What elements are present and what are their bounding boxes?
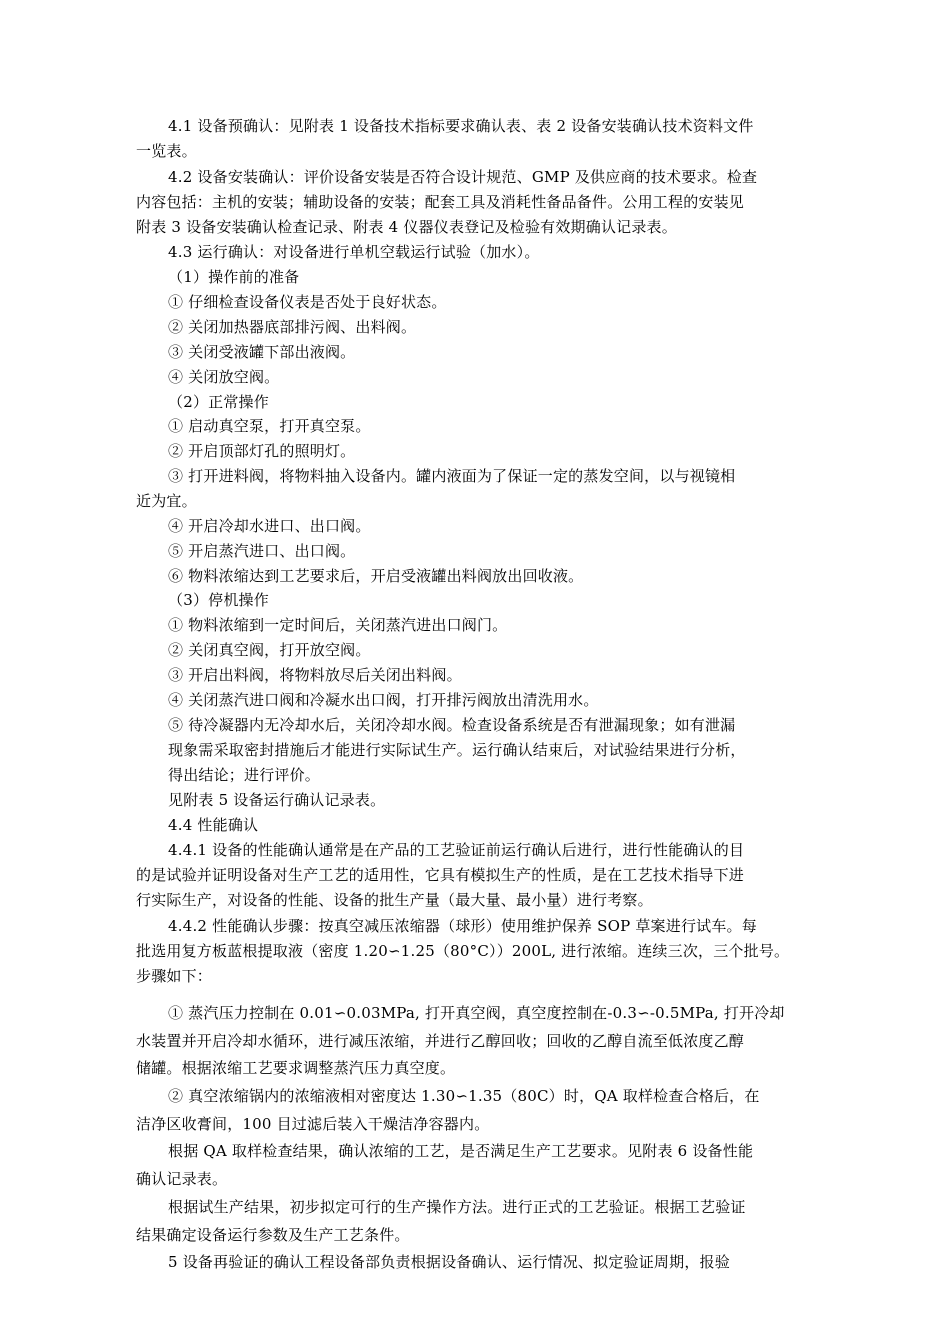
- text-line: 现象需采取密封措施后才能进行实际试生产。运行确认结束后，对试验结果进行分析，: [168, 741, 746, 759]
- text-line: 5 设备再验证的确认工程设备部负责根据设备确认、运行情况、拟定验证周期，报验: [168, 1253, 730, 1271]
- text-line: 4.3 运行确认：对设备进行单机空载运行试验（加水）。: [168, 243, 540, 261]
- text-line: ⑥ 物料浓缩达到工艺要求后，开启受液罐出料阀放出回收液。: [168, 567, 584, 585]
- text-line: ② 真空浓缩锅内的浓缩液相对密度达 1.30∽1.35（80C）时，QA 取样检查合格后，在: [168, 1087, 760, 1105]
- text-line: （3）停机操作: [168, 591, 269, 609]
- text-line: 近为宜。: [136, 492, 197, 510]
- text-line: ⑤ 开启蒸汽进口、出口阀。: [168, 542, 356, 560]
- text-line: ① 仔细检查设备仪表是否处于良好状态。: [168, 293, 447, 311]
- text-line: （2）正常操作: [168, 393, 269, 411]
- text-line: 结果确定设备运行参数及生产工艺条件。: [136, 1226, 410, 1244]
- text-line: 储罐。根据浓缩工艺要求调整蒸汽压力真空度。: [136, 1059, 456, 1077]
- text-line: （1）操作前的准备: [168, 268, 300, 286]
- text-line: ⑤ 待冷凝器内无冷却水后，关闭冷却水阀。检查设备系统是否有泄漏现象；如有泄漏: [168, 716, 736, 734]
- text-line: ④ 开启冷却水进口、出口阀。: [168, 517, 371, 535]
- text-line: ② 关闭真空阀，打开放空阀。: [168, 641, 371, 659]
- text-line: 4.1 设备预确认：见附表 1 设备技术指标要求确认表、表 2 设备安装确认技术资料文件: [168, 117, 754, 135]
- text-line: ① 启动真空泵，打开真空泵。: [168, 417, 371, 435]
- text-line: 4.4.2 性能确认步骤：按真空减压浓缩器（球形）使用维护保养 SOP 草案进行试车。每: [168, 917, 757, 935]
- text-line: 根据试生产结果，初步拟定可行的生产操作方法。进行正式的工艺验证。根据工艺验证: [168, 1198, 746, 1216]
- text-line: 4.2 设备安装确认：评价设备安装是否符合设计规范、GMP 及供应商的技术要求。检查: [168, 168, 758, 186]
- section-heading: 4.4 性能确认: [168, 816, 259, 834]
- text-line: 根据 QA 取样检查结果，确认浓缩的工艺，是否满足生产工艺要求。见附表 6 设备性能: [168, 1142, 754, 1160]
- text-line: 的是试验并证明设备对生产工艺的适用性，它具有模拟生产的性质，是在工艺技术指导下进: [136, 866, 745, 884]
- text-line: ① 物料浓缩到一定时间后，关闭蒸汽进出口阀门。: [168, 616, 508, 634]
- text-line: ③ 开启出料阀，将物料放尽后关闭出料阀。: [168, 666, 462, 684]
- text-line: 4.4.1 设备的性能确认通常是在产品的工艺验证前运行确认后进行，进行性能确认的目: [168, 841, 745, 859]
- text-line: 行实际生产，对设备的性能、设备的批生产量（最大量、最小量）进行考察。: [136, 891, 653, 909]
- text-line: 步骤如下：: [136, 967, 213, 985]
- text-line: ③ 打开进料阀，将物料抽入设备内。罐内液面为了保证一定的蒸发空间，以与视镜相: [168, 467, 736, 485]
- text-line: 洁净区收膏间，100 目过滤后装入干燥洁净容器内。: [136, 1115, 490, 1133]
- text-line: ④ 关闭蒸汽进口阀和冷凝水出口阀，打开排污阀放出清洗用水。: [168, 691, 599, 709]
- text-line: 见附表 5 设备运行确认记录表。: [168, 791, 386, 809]
- text-line: 内容包括：主机的安装；辅助设备的安装；配套工具及消耗性备品备件。公用工程的安装见: [136, 193, 745, 211]
- text-line: ③ 关闭受液罐下部出液阀。: [168, 343, 356, 361]
- text-line: ① 蒸汽压力控制在 0.01∽0.03MPa, 打开真空阀，真空度控制在-0.3∽-0.5MPa, 打开冷却: [168, 1004, 785, 1022]
- text-line: 得出结论；进行评价。: [168, 766, 321, 784]
- text-line: ② 开启顶部灯孔的照明灯。: [168, 442, 356, 460]
- text-line: 水装置并开启冷却水循环，进行减压浓缩，并进行乙醇回收；回收的乙醇自流至低浓度乙醇: [136, 1032, 745, 1050]
- text-line: 确认记录表。: [136, 1170, 228, 1188]
- text-line: 一览表。: [136, 142, 197, 160]
- text-line: 附表 3 设备安装确认检查记录、附表 4 仪器仪表登记及检验有效期确认记录表。: [136, 218, 677, 236]
- text-line: 批选用复方板蓝根提取液（密度 1.20∽1.25（80°C））200L, 进行浓缩。连续三次，三个批号。: [136, 942, 790, 960]
- text-line: ④ 关闭放空阀。: [168, 368, 280, 386]
- text-line: ② 关闭加热器底部排污阀、出料阀。: [168, 318, 417, 336]
